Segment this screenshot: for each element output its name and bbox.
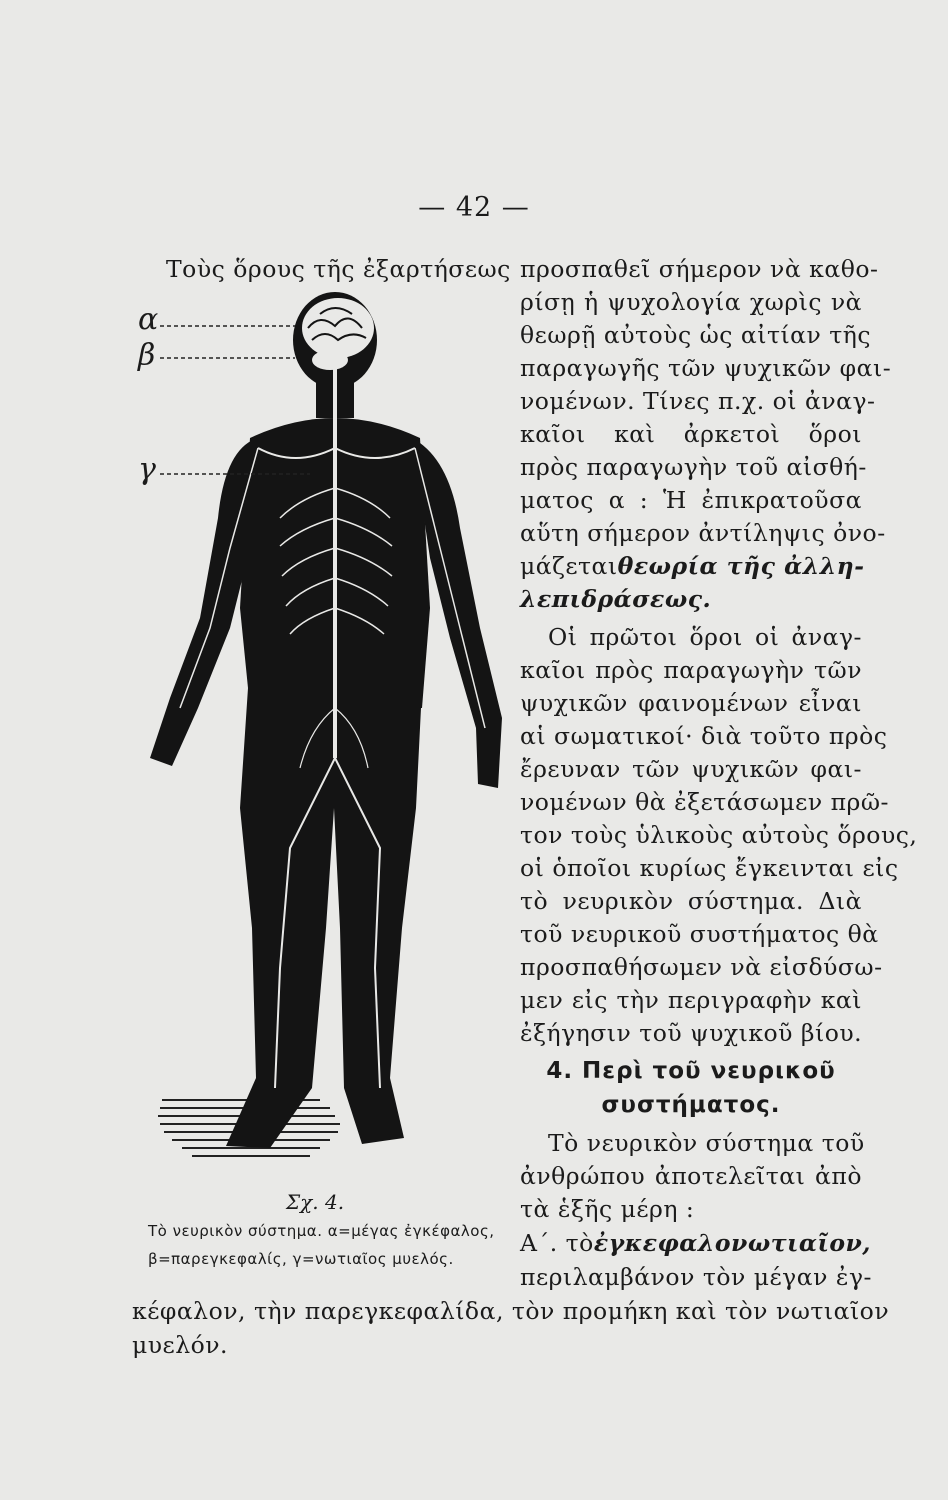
text-line: θεωρῇ αὐτοὺς ὡς αἰτίαν τῆς (520, 321, 872, 349)
text-line: κέφαλον, τὴν παρεγκεφαλίδα, τὸν προμήκη καὶ τὸν νωτιαῖον (132, 1297, 890, 1325)
text-line: πρὸς παραγωγὴν τοῦ αἰσθή- (520, 453, 867, 481)
text-line: ἀνθρώπου ἀποτελεῖται ἀπὸ (520, 1162, 862, 1190)
text-line: προσπαθήσωμεν νὰ εἰσδύσω- (520, 953, 883, 981)
text-line: νομένων θὰ ἐξετάσωμεν πρῶ- (520, 788, 889, 816)
text-line: Τοὺς ὅρους τῆς ἐξαρτήσεως (166, 255, 511, 283)
emphasis-term: θεωρία τῆς ἀλλη- (617, 552, 865, 580)
text-line (520, 1226, 871, 1260)
text-line: τοῦ νευρικοῦ συστήματος θὰ (520, 920, 879, 948)
text-line: τον τοὺς ὑλικοὺς αὐτοὺς ὅρους, (520, 821, 918, 849)
figure-caption: Τὸ νευρικὸν σύστημα. α=μέγας ἐγκέφαλος, (148, 1222, 495, 1240)
text-line: τὰ ἑξῆς μέρη : (520, 1195, 695, 1223)
section-heading: 4. Περὶ τοῦ νευρικοῦ (546, 1058, 836, 1084)
text-line: Οἱ πρῶτοι ὅροι οἱ ἀναγ- (548, 623, 862, 651)
text-line: Τὸ νευρικὸν σύστημα τοῦ (548, 1129, 865, 1157)
text-line (520, 549, 865, 583)
text-span: Α΄. τὸ (520, 1229, 594, 1257)
figure-title: Σχ. 4. (286, 1190, 345, 1214)
text-line: ἔρευναν τῶν ψυχικῶν φαι- (520, 755, 862, 783)
emphasis-term: λεπιδράσεως. (520, 585, 712, 613)
figure-caption: β=παρεγκεφαλίς, γ=νωτιαῖος μυελός. (148, 1250, 454, 1268)
text-line: οἱ ὁποῖοι κυρίως ἔγκεινται εἰς (520, 854, 899, 882)
section-heading: συστήματος. (601, 1092, 781, 1118)
text-line: αὕτη σήμερον ἀντίληψις ὀνο- (520, 519, 886, 547)
text-line: ρίσῃ ἡ ψυχολογία χωρὶς νὰ (520, 288, 862, 316)
text-line: παραγωγῆς τῶν ψυχικῶν φαι- (520, 354, 892, 382)
text-line: καῖοι πρὸς παραγωγὴν τῶν (520, 656, 862, 684)
leader-lines (130, 288, 510, 488)
text-line: νομένων. Τίνες π.χ. οἱ ἀναγ- (520, 387, 876, 415)
nervous-system-figure (130, 288, 510, 1188)
text-span: μάζεται (520, 552, 618, 580)
text-line: καῖοι καὶ ἀρκετοὶ ὅροι (520, 420, 862, 448)
page-number: — 42 — (418, 192, 530, 223)
text-line: ψυχικῶν φαινομένων εἶναι (520, 689, 862, 717)
label-beta: β (138, 338, 156, 373)
text-line: αἱ σωματικοί· διὰ τοῦτο πρὸς (520, 722, 888, 750)
text-line: ματος α : Ἡ ἐπικρατοῦσα (520, 486, 862, 514)
emphasis-term: ἐγκεφαλονωτιαῖον, (593, 1229, 871, 1257)
text-line: μυελόν. (132, 1331, 229, 1359)
text-line: περιλαμβάνον τὸν μέγαν ἐγ- (520, 1263, 872, 1291)
label-alpha: α (138, 302, 159, 337)
text-line: προσπαθεῖ σήμερον νὰ καθο- (520, 255, 879, 283)
text-line: τὸ νευρικὸν σύστημα. Διὰ (520, 887, 862, 915)
text-line: μεν εἰς τὴν περιγραφὴν καὶ (520, 986, 862, 1014)
text-line: ἐξήγησιν τοῦ ψυχικοῦ βίου. (520, 1019, 863, 1047)
label-gamma: γ (138, 452, 156, 487)
